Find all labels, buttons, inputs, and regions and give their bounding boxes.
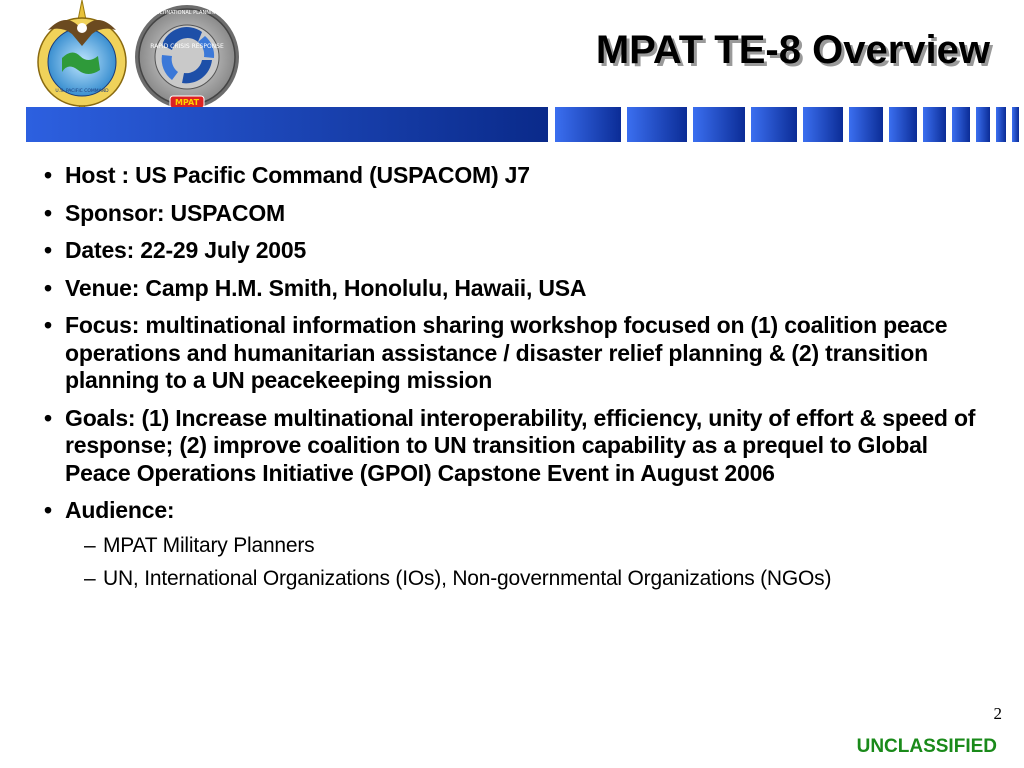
sub-bullet-military-planners: – MPAT Military Planners (84, 533, 315, 557)
svg-text:U.S. PACIFIC COMMAND: U.S. PACIFIC COMMAND (55, 89, 109, 94)
svg-text:MULTINATIONAL PLANNING AUGMENT: MULTINATIONAL PLANNING AUGMENTATION TEAM (151, 10, 277, 16)
bullet-host: • Host : US Pacific Command (USPACOM) J7 (44, 162, 530, 188)
svg-text:RAPID CRISIS RESPONSE: RAPID CRISIS RESPONSE (150, 43, 224, 50)
bullet-focus: • Focus: multinational information sharing workshop focused on (1) coalition peace operations and humanitarian assistance / disaster relief planning & (2) transition planning to a UN peacekeeping mission (44, 312, 948, 393)
bullet-list (44, 162, 984, 599)
bullet-audience: • Audience: (44, 497, 175, 523)
bullet-sponsor: • Sponsor: USPACOM (44, 199, 285, 226)
mpat-badge-label: MPAT (174, 98, 200, 107)
page-number: 2 (993, 704, 1002, 723)
bullet-goals: • Goals: (1) Increase multinational interoperability, efficiency, unity of effort & speed of response; (2) improve coalition to UN transition capability as a prequel to Global Peace Operations Initiative (GPOI) Capstone Event in August 2006 (44, 404, 976, 486)
header-bar-graphic (26, 107, 1024, 142)
slide-title: MPAT TE-8 Overview (595, 28, 990, 72)
classification-label: UNCLASSIFIED (856, 736, 997, 757)
bullet-dates: • Dates: 22-29 July 2005 (44, 237, 307, 263)
mpat-seal-icon (135, 5, 239, 109)
bullet-venue: • Venue: Camp H.M. Smith, Honolulu, Hawaii, USA (44, 274, 587, 301)
pacom-seal-icon (38, 0, 126, 120)
sub-bullet-organizations: – UN, International Organizations (IOs), Non-governmental Organizations (NGOs) (84, 566, 832, 590)
header-logos (22, 0, 277, 122)
seals-graphic (22, 0, 277, 122)
